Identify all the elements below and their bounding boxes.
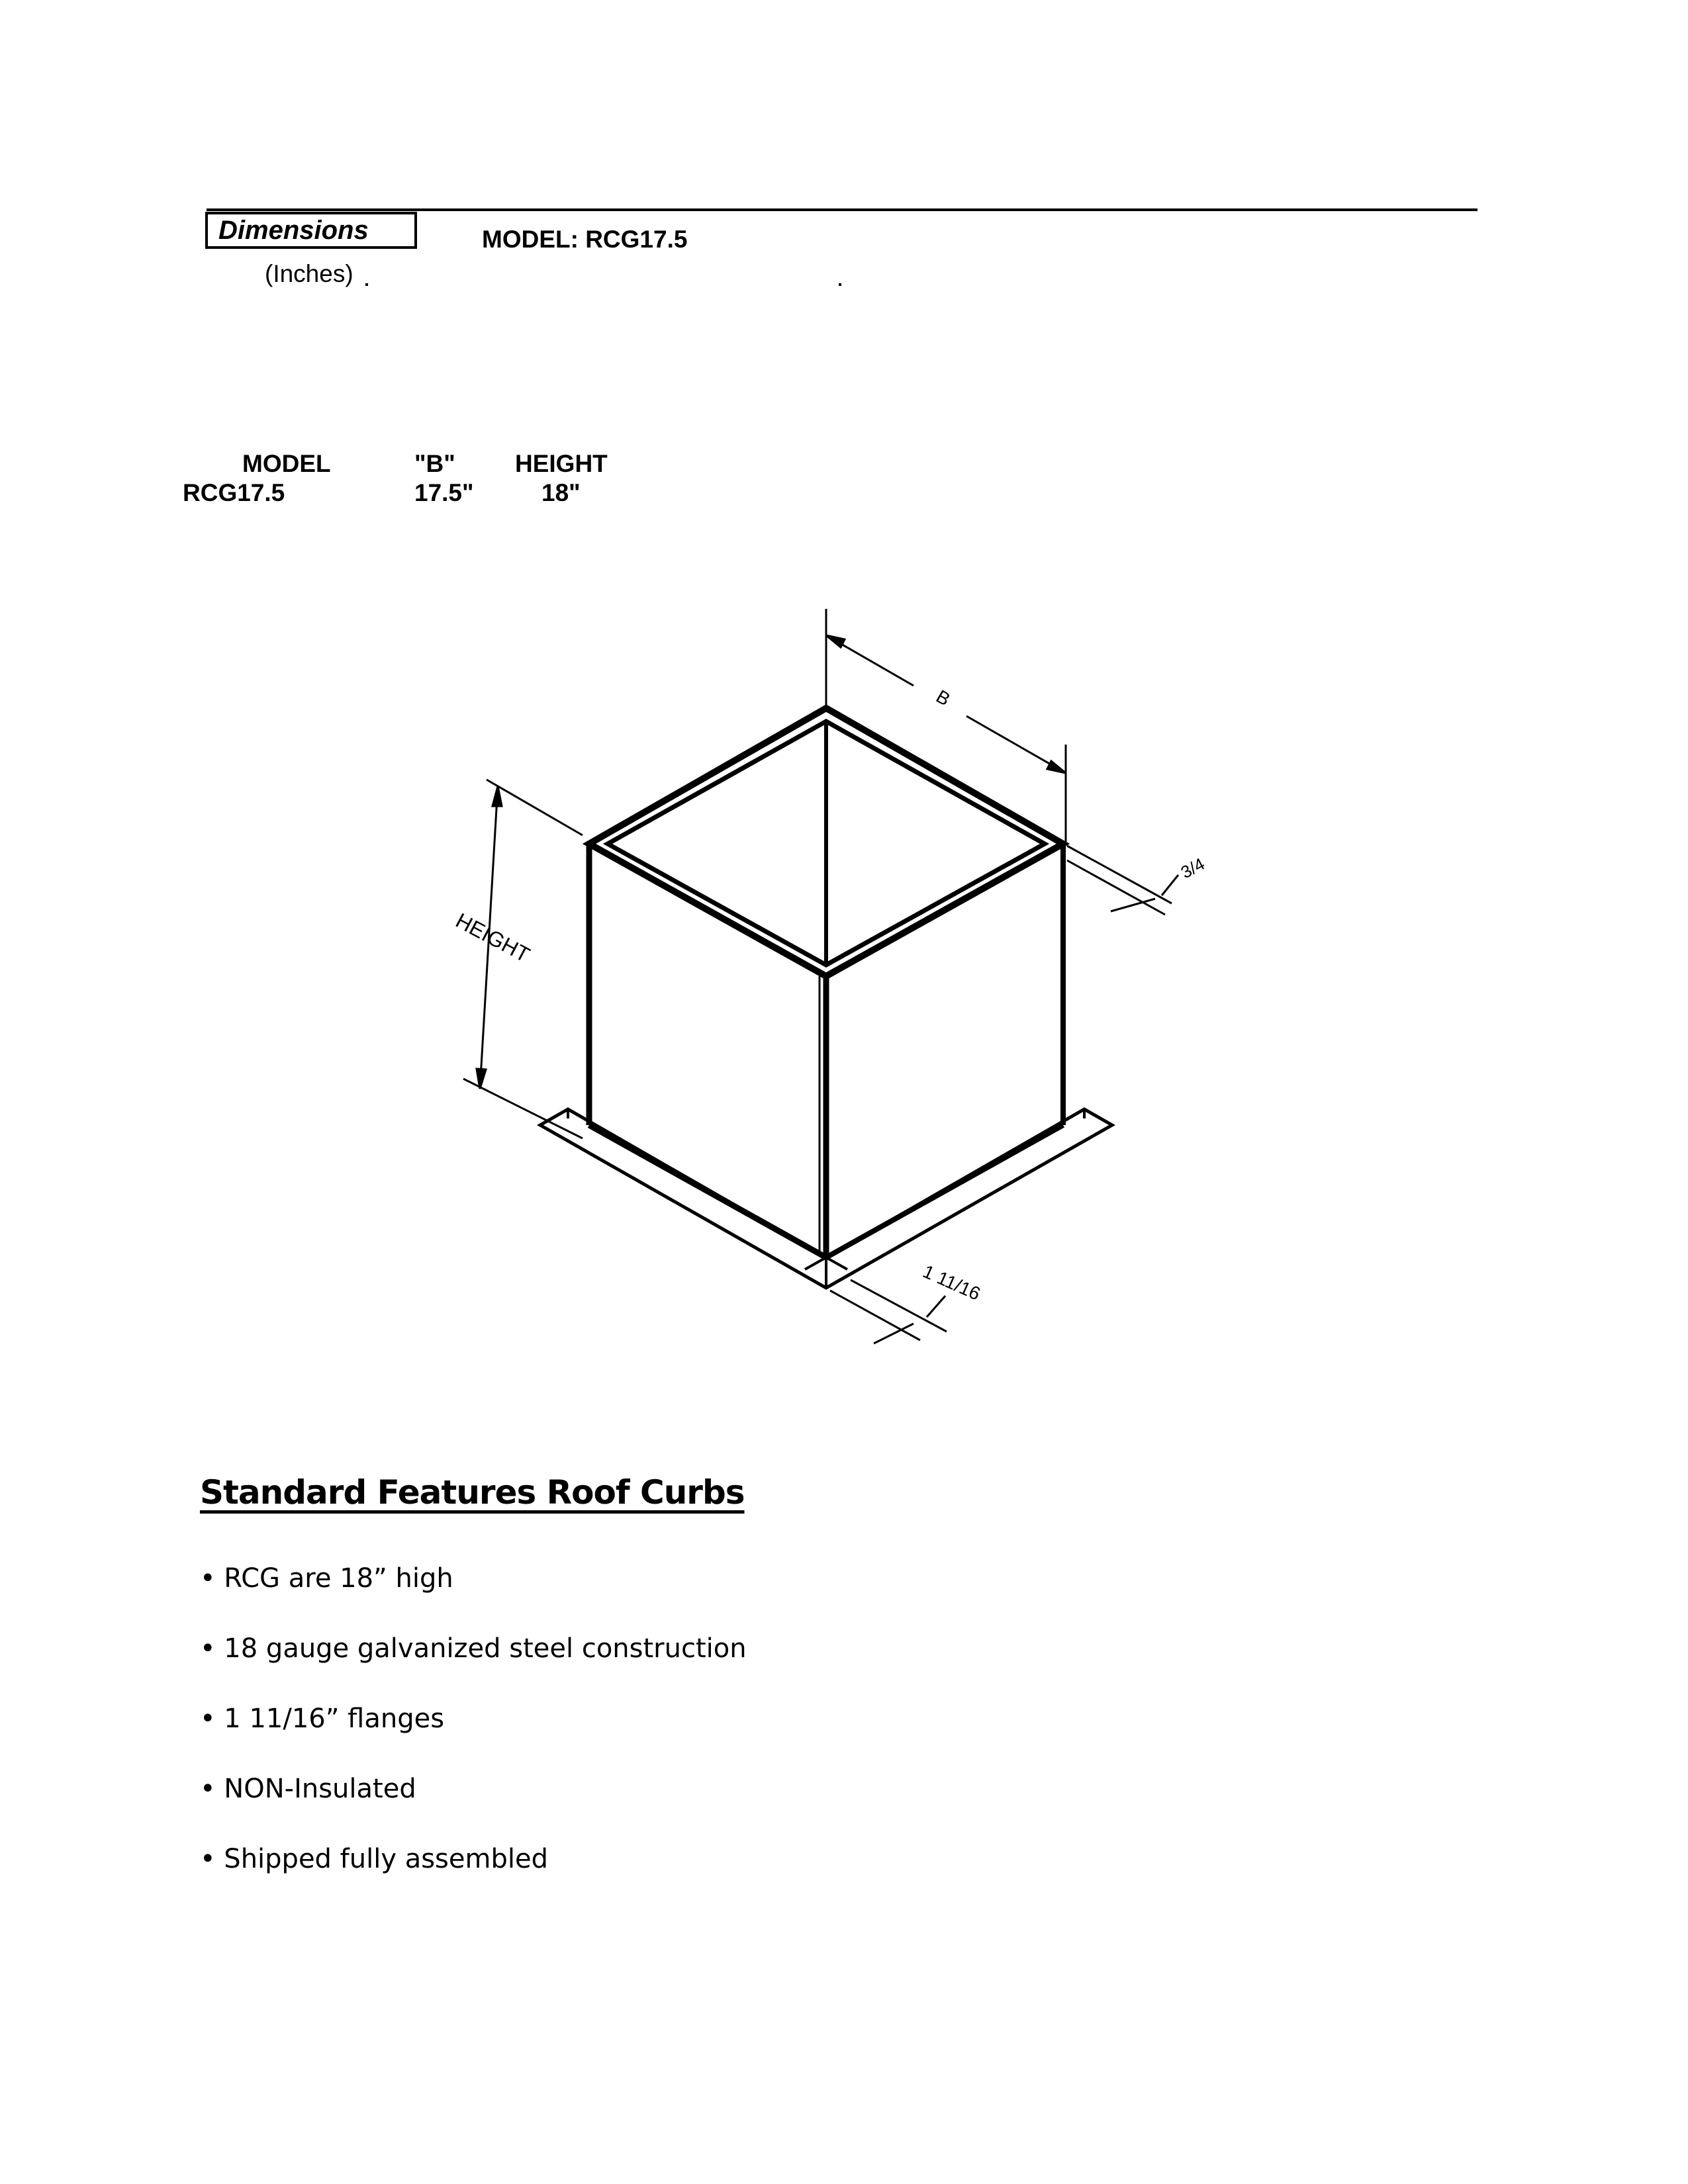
rim-extension-line: [1067, 860, 1165, 915]
feature-item: • 18 gauge galvanized steel construction: [200, 1633, 747, 1664]
column-header-b: "B": [414, 450, 455, 477]
arrowhead: [826, 635, 845, 647]
curb-drawing: [540, 708, 1112, 1288]
cell-height: 18": [541, 479, 581, 506]
cell-b: 17.5": [414, 479, 474, 506]
flange-extension-line: [830, 1291, 920, 1340]
b-dimension-label: B: [933, 686, 954, 710]
feature-item: • RCG are 18” high: [200, 1563, 453, 1594]
units-label: (Inches): [265, 260, 353, 287]
dimensions-label: Dimensions: [205, 212, 417, 249]
rim-extension-line: [1067, 846, 1172, 903]
arrowhead: [1047, 761, 1066, 773]
feature-item: • Shipped fully assembled: [200, 1844, 548, 1874]
right-wall: [826, 844, 1063, 1257]
feature-item: • NON-Insulated: [200, 1774, 416, 1804]
left-wall: [589, 844, 826, 1257]
column-header-height: HEIGHT: [515, 450, 608, 477]
flange-dimension-label: 1 11/16: [919, 1261, 984, 1304]
arrowhead: [492, 786, 502, 806]
cell-model: RCG17.5: [183, 479, 285, 506]
feature-item: • 1 11/16” flanges: [200, 1704, 445, 1734]
height-dimension-label: HEIGHT: [451, 908, 534, 967]
model-heading: MODEL: RCG17.5: [482, 226, 688, 253]
rim-dimension-label: 3/4: [1177, 853, 1208, 883]
rim-arrow-line: [1111, 875, 1178, 911]
column-header-model: MODEL: [242, 450, 331, 477]
features-title: Standard Features Roof Curbs: [200, 1473, 745, 1512]
height-extension-line: [487, 780, 583, 835]
flange-extension-line: [851, 1280, 947, 1332]
